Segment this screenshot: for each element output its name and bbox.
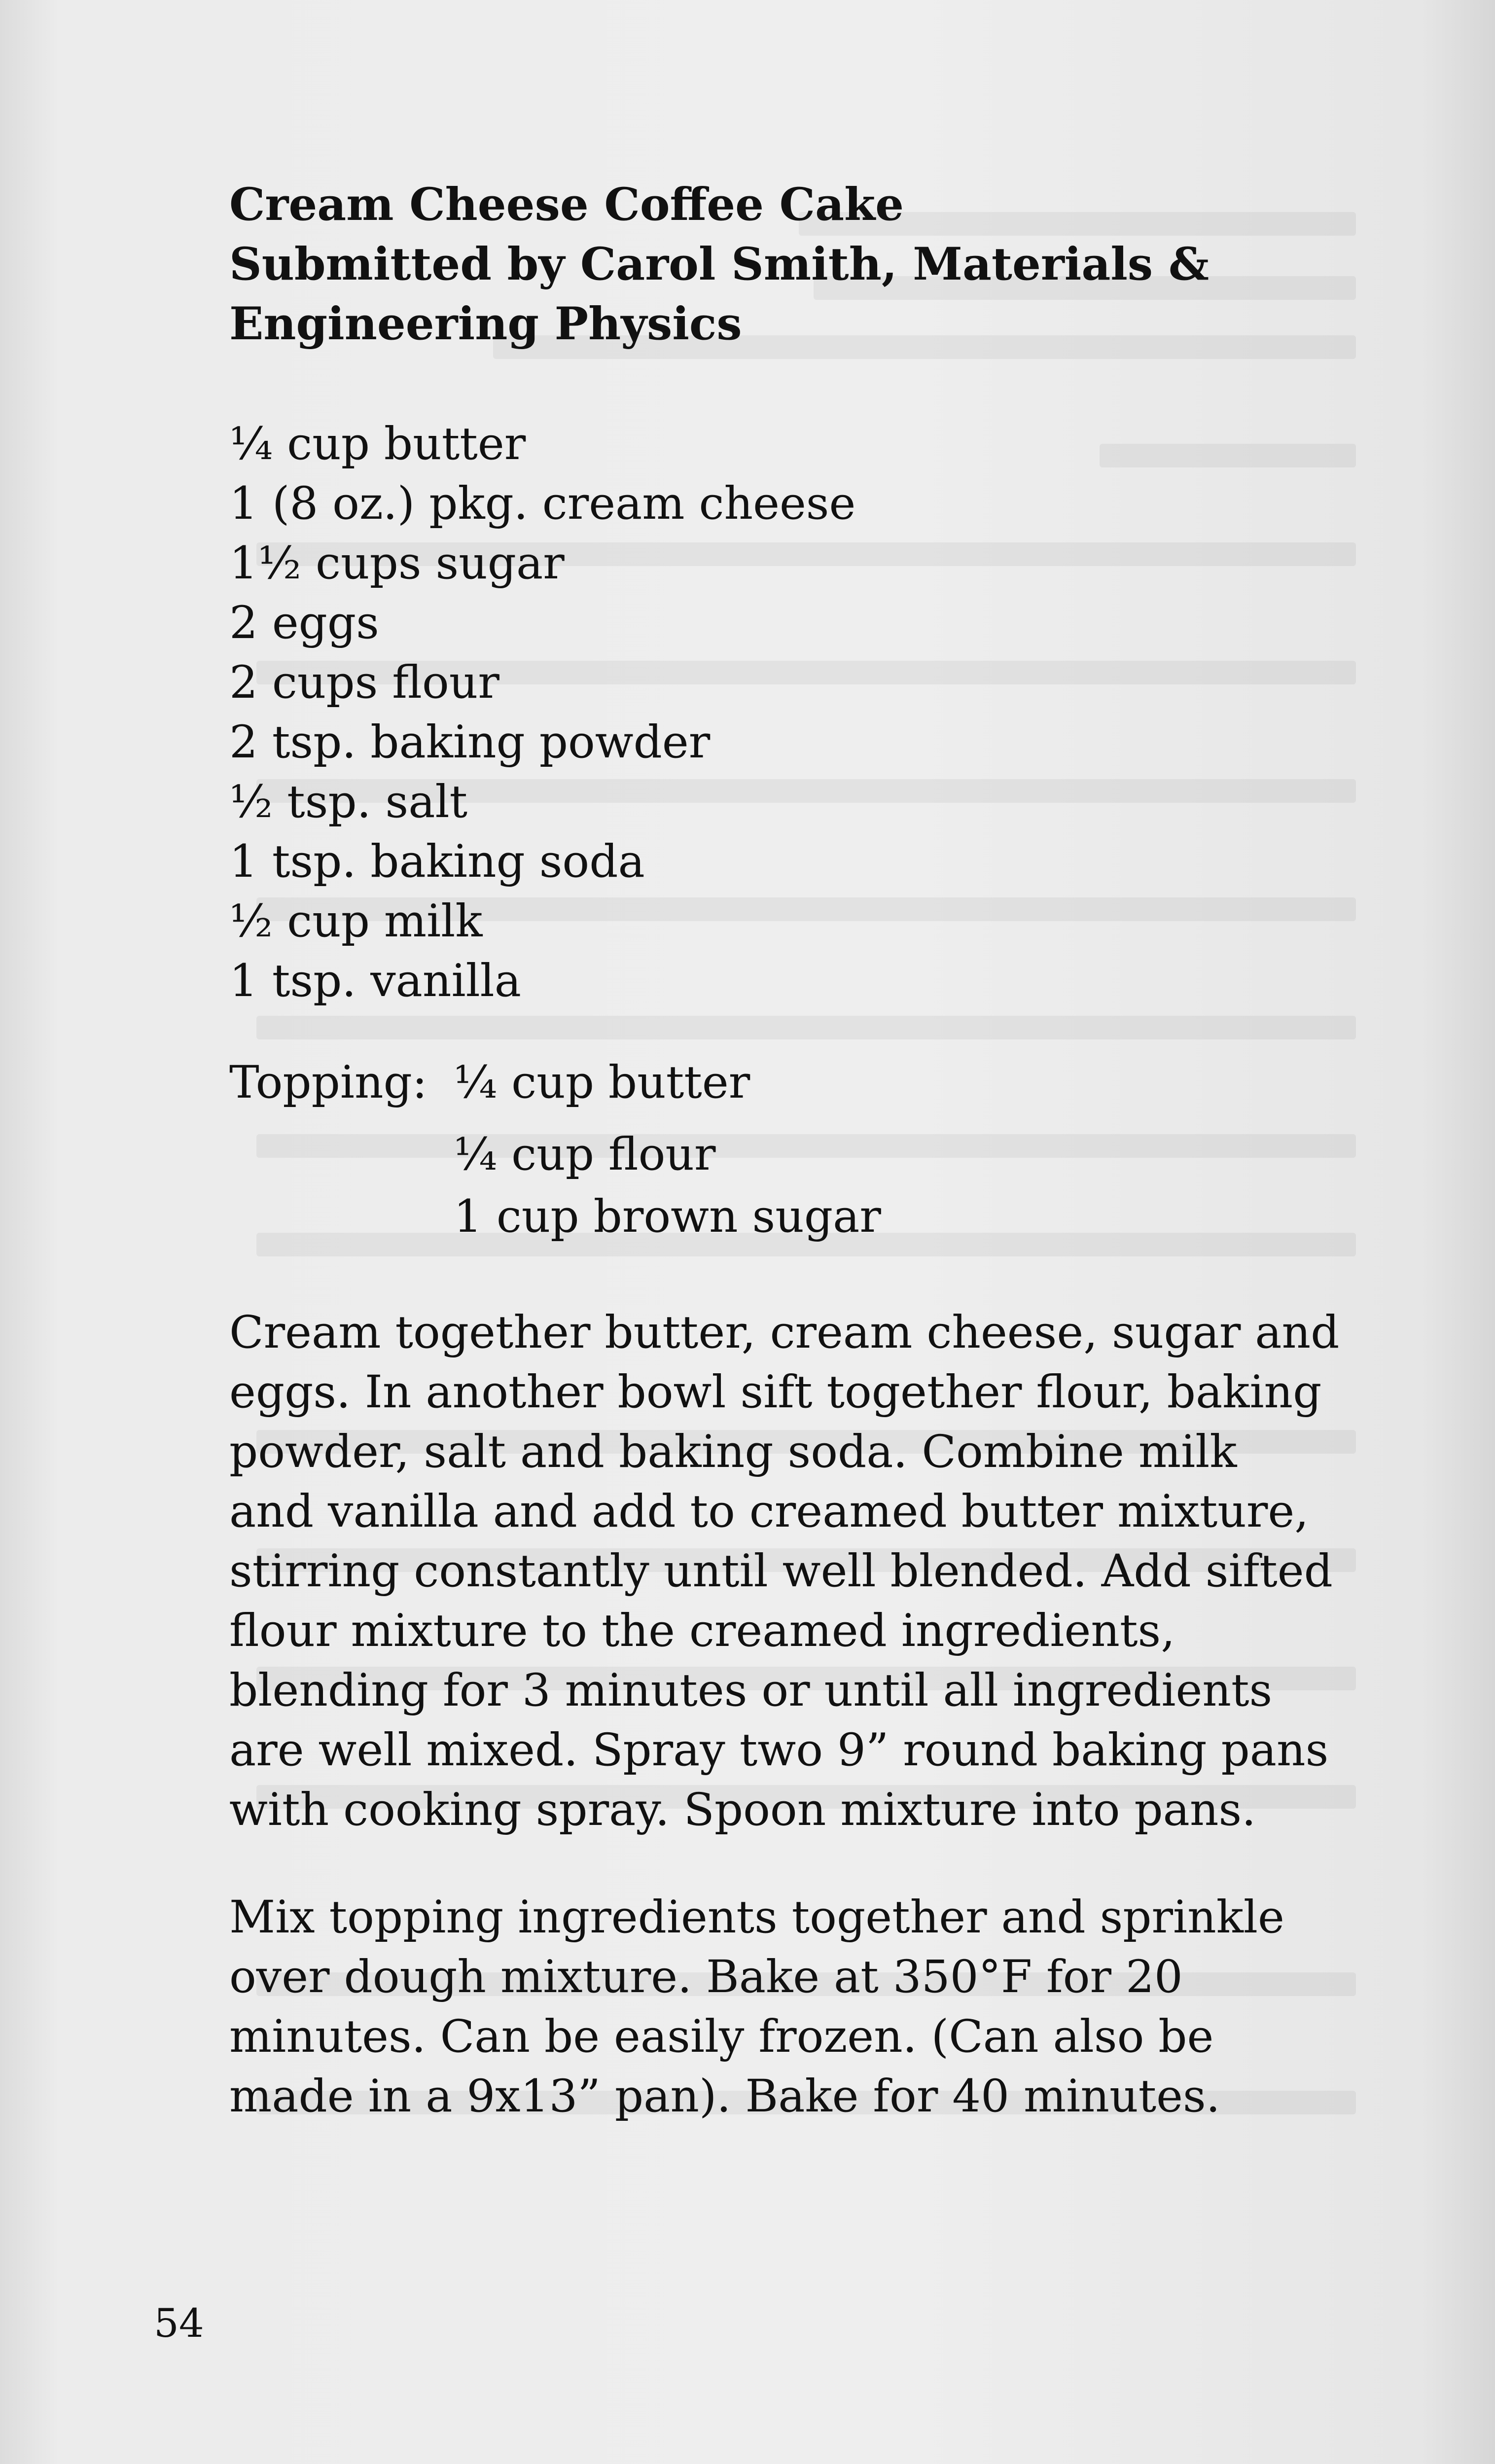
paragraph-line: made in a 9x13” pan). Bake for 40 minutes. (229, 2071, 1220, 2122)
ingredient-item: 1 tsp. vanilla (229, 955, 522, 1007)
ingredient-item: 2 eggs (229, 597, 379, 649)
title-line: Cream Cheese Coffee Cake (229, 179, 904, 231)
topping-item: ¼ cup butter (454, 1057, 750, 1108)
topping-instructions-paragraph (229, 1888, 1363, 2126)
ingredient-item: 1 (8 oz.) pkg. cream cheese (229, 478, 856, 530)
paragraph-line: eggs. In another bowl sift together flour, baking (229, 1366, 1322, 1418)
paragraph-line: Mix topping ingredients together and sprinkle (229, 1892, 1284, 1943)
paragraph-line: flour mixture to the creamed ingredients, (229, 1605, 1175, 1657)
paragraph-line: minutes. Can be easily frozen. (Can also be (229, 2011, 1214, 2063)
department-line: Engineering Physics (229, 298, 742, 350)
ingredient-item: ½ tsp. salt (229, 776, 468, 828)
page-number: 54 (154, 2300, 204, 2346)
ingredient-list (229, 414, 1363, 1011)
ingredient-item: ¼ cup butter (229, 418, 526, 470)
submitter-line: Submitted by Carol Smith, Materials & (229, 238, 1209, 290)
paragraph-line: stirring constantly until well blended. Add sifted (229, 1545, 1333, 1597)
instructions-paragraph (229, 1303, 1363, 1840)
ingredient-item: 2 cups flour (229, 657, 499, 709)
ingredient-item: 1 tsp. baking soda (229, 836, 645, 888)
ingredient-item: ½ cup milk (229, 895, 483, 947)
paragraph-line: over dough mixture. Bake at 350°F for 20 (229, 1951, 1183, 2003)
paragraph-line: with cooking spray. Spoon mixture into pans. (229, 1784, 1256, 1836)
topping-item: ¼ cup flour (454, 1129, 716, 1180)
topping-label: Topping: (229, 1057, 427, 1108)
paragraph-line: blending for 3 minutes or until all ingredients (229, 1665, 1273, 1716)
paragraph-line: are well mixed. Spray two 9” round baking pans (229, 1724, 1329, 1776)
paragraph-line: and vanilla and add to creamed butter mixture, (229, 1486, 1309, 1537)
ingredient-item: 2 tsp. baking powder (229, 716, 711, 768)
topping-item: 1 cup brown sugar (454, 1191, 881, 1243)
paragraph-line: Cream together butter, cream cheese, sugar and (229, 1307, 1340, 1358)
recipe-title (229, 175, 1363, 354)
paragraph-line: powder, salt and baking soda. Combine milk (229, 1426, 1237, 1478)
ingredient-item: 1½ cups sugar (229, 537, 565, 589)
